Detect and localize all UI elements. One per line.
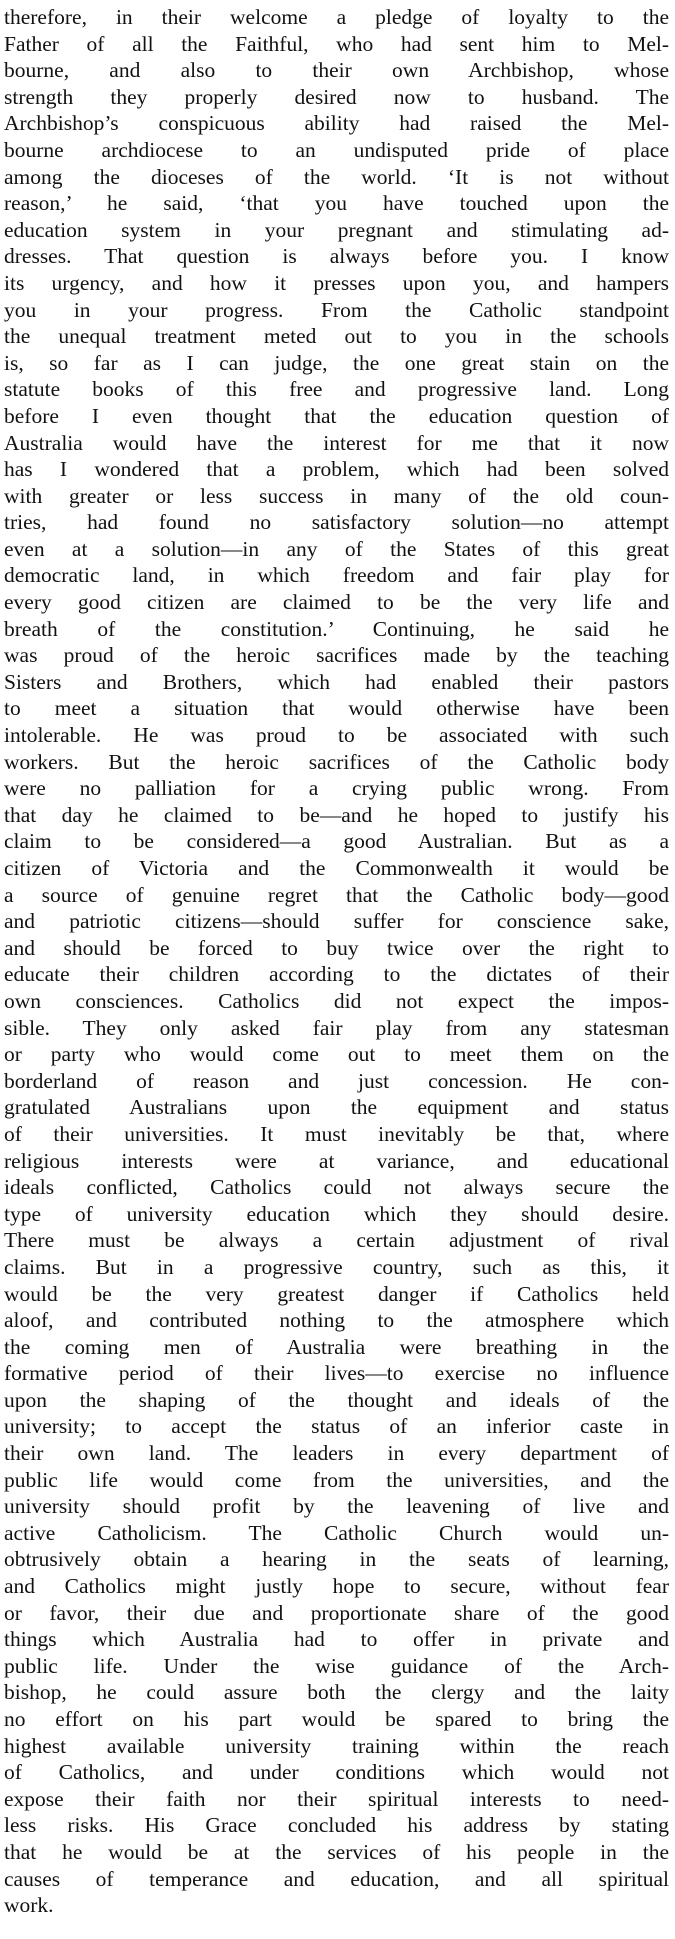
- text-line: strength they properly desired now to husband. The: [4, 84, 669, 109]
- text-line: would be the very greatest danger if Catholics held: [4, 1281, 669, 1306]
- text-line: public life. Under the wise guidance of the Arch-: [4, 1653, 669, 1678]
- text-line: Father of all the Faithful, who had sent him to Mel-: [4, 31, 669, 56]
- text-line: no effort on his part would be spared to bring the: [4, 1707, 669, 1731]
- text-line: education system in your pregnant and stimulating ad-: [4, 217, 669, 242]
- text-line: reason,’ he said, ‘that you have touched upon the: [4, 191, 669, 216]
- text-line: citizen of Victoria and the Commonwealth it would be: [4, 856, 669, 880]
- text-line: highest available university training within the reach: [4, 1733, 669, 1758]
- text-line: type of university education which they should desire.: [4, 1201, 669, 1226]
- text-line: that he would be at the services of his people in the: [4, 1839, 669, 1864]
- text-line: public life would come from the universities, and the: [4, 1467, 669, 1492]
- text-line: obtrusively obtain a hearing in the seats of learning,: [4, 1547, 669, 1572]
- text-line: among the dioceses of the world. ‘It is not without: [4, 164, 669, 189]
- text-line: and Catholics might justly hope to secure, without fear: [4, 1574, 669, 1599]
- text-line: intolerable. He was proud to be associated with such: [4, 723, 669, 748]
- text-line: the unequal treatment meted out to you in the schools: [4, 324, 669, 349]
- text-line: bourne, and also to their own Archbishop, whose: [4, 58, 669, 83]
- text-line: educate their children according to the dictates of their: [4, 962, 669, 987]
- text-line: tries, had found no satisfactory solution—no attempt: [4, 510, 669, 535]
- text-line: has I wondered that a problem, which had been solved: [4, 457, 669, 482]
- text-line: with greater or less success in many of the old coun-: [4, 483, 669, 508]
- text-line: of Catholics, and under conditions which would not: [4, 1760, 669, 1785]
- text-line: upon the shaping of the thought and ideals of the: [4, 1387, 669, 1412]
- text-line: and patriotic citizens—should suffer for conscience sake,: [4, 909, 669, 934]
- text-line: Australia would have the interest for me that it now: [4, 430, 669, 455]
- text-line: of their universities. It must inevitably be that, where: [4, 1121, 669, 1146]
- text-line: claims. But in a progressive country, such as this, it: [4, 1254, 669, 1279]
- text-line: before I even thought that the education question of: [4, 403, 669, 428]
- text-line: Sisters and Brothers, which had enabled their pastors: [4, 669, 669, 694]
- text-line: religious interests were at variance, and educational: [4, 1148, 669, 1173]
- text-line: sible. They only asked fair play from any statesman: [4, 1015, 669, 1040]
- text-line: their own land. The leaders in every department of: [4, 1441, 669, 1466]
- text-line: and should be forced to buy twice over the right to: [4, 935, 669, 960]
- text-line: work.: [4, 1893, 54, 1918]
- text-line: There must be always a certain adjustment of rival: [4, 1228, 669, 1253]
- text-line: or favor, their due and proportionate share of the good: [4, 1600, 669, 1625]
- text-line: was proud of the heroic sacrifices made by the teaching: [4, 643, 669, 668]
- text-line: ideals conflicted, Catholics could not always secure the: [4, 1175, 669, 1200]
- text-line: bishop, he could assure both the clergy and the laity: [4, 1680, 669, 1705]
- text-line: causes of temperance and education, and all spiritual: [4, 1866, 669, 1891]
- text-line: things which Australia had to offer in private and: [4, 1627, 669, 1652]
- text-line: a source of genuine regret that the Catholic body—good: [4, 882, 669, 907]
- text-line: aloof, and contributed nothing to the atmosphere which: [4, 1308, 669, 1333]
- text-line: even at a solution—in any of the States of this great: [4, 536, 669, 561]
- text-line: therefore, in their welcome a pledge of loyalty to the: [4, 5, 669, 29]
- text-line: Archbishop’s conspicuous ability had raised the Mel-: [4, 111, 669, 136]
- text-line: active Catholicism. The Catholic Church would un-: [4, 1520, 669, 1545]
- text-line: you in your progress. From the Catholic standpoint: [4, 297, 669, 322]
- text-line: own consciences. Catholics did not expect the impos-: [4, 988, 669, 1013]
- text-line: expose their faith nor their spiritual interests to need-: [4, 1786, 669, 1811]
- text-line: the coming men of Australia were breathing in the: [4, 1334, 669, 1359]
- text-line: every good citizen are claimed to be the very life and: [4, 590, 669, 615]
- text-line: its urgency, and how it presses upon you, and hampers: [4, 270, 669, 295]
- text-line: less risks. His Grace concluded his address by stating: [4, 1813, 669, 1838]
- text-line: borderland of reason and just concession. He con-: [4, 1068, 669, 1093]
- text-line: university should profit by the leavening of live and: [4, 1494, 669, 1519]
- text-line: dresses. That question is always before you. I know: [4, 244, 669, 269]
- text-line: workers. But the heroic sacrifices of the Catholic body: [4, 749, 669, 774]
- text-line: gratulated Australians upon the equipment and status: [4, 1095, 669, 1120]
- text-line: democratic land, in which freedom and fair play for: [4, 563, 669, 588]
- text-line: statute books of this free and progressive land. Long: [4, 377, 669, 402]
- text-line: is, so far as I can judge, the one great stain on the: [4, 350, 669, 375]
- text-line: to meet a situation that would otherwise have been: [4, 696, 669, 721]
- text-line: or party who would come out to meet them on the: [4, 1042, 669, 1067]
- text-line: university; to accept the status of an inferior caste in: [4, 1414, 669, 1439]
- text-line: bourne archdiocese to an undisputed pride of place: [4, 137, 669, 162]
- text-line: claim to be considered—a good Australian. But as a: [4, 829, 669, 854]
- text-line: breath of the constitution.’ Continuing, he said he: [4, 616, 669, 641]
- text-line: formative period of their lives—to exercise no influence: [4, 1361, 669, 1386]
- text-line: were no palliation for a crying public wrong. From: [4, 776, 669, 801]
- text-line: that day he claimed to be—and he hoped to justify his: [4, 802, 669, 827]
